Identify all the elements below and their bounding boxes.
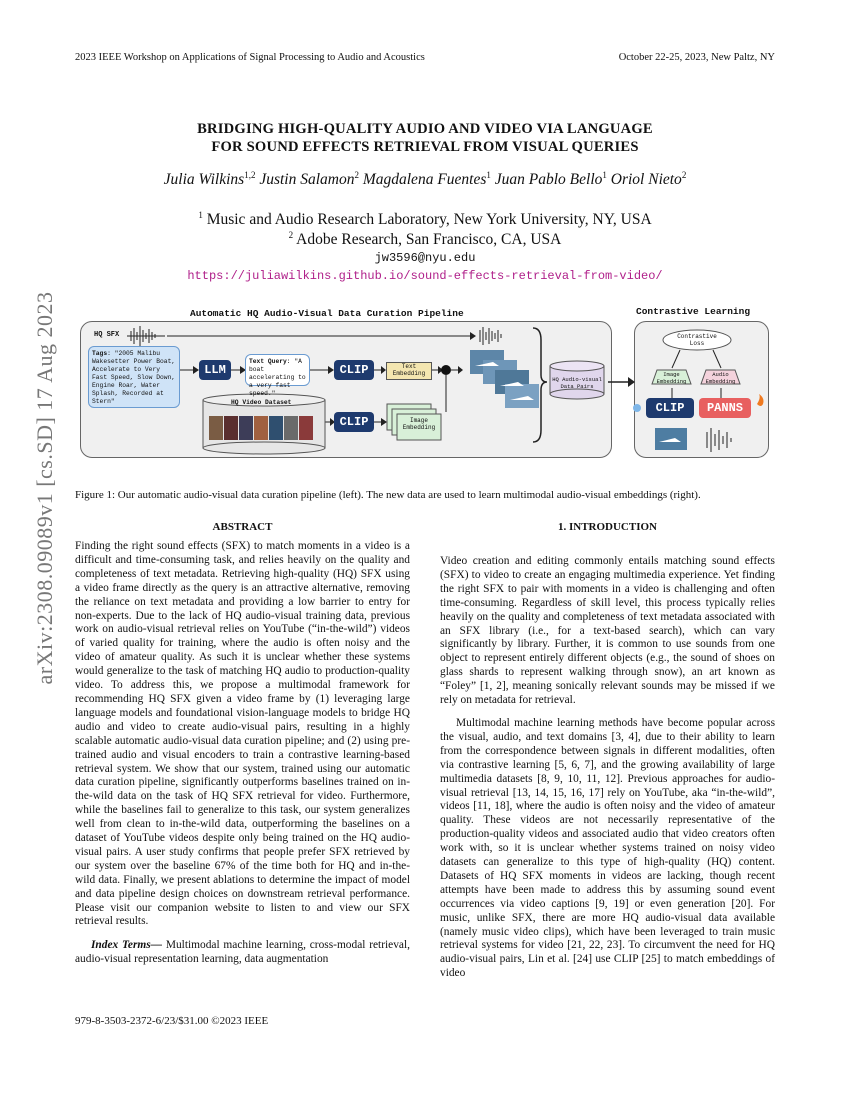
- running-header-date: October 22-25, 2023, New Paltz, NY: [618, 52, 775, 63]
- dot-product-node: [441, 365, 451, 375]
- project-url[interactable]: https://juliawilkins.github.io/sound-effects-retrieval-from-video/: [187, 269, 663, 283]
- pairs-label: HQ Audio-visual Data Pairs: [552, 376, 602, 390]
- tags-box: Tags: "2005 Malibu Wakesetter Power Boat, Accelerate to Very Fast Speed, Slow Down, Engine Roar, Water Splash, Recorded at Stern": [88, 346, 180, 408]
- snowflake-icon: [633, 404, 641, 412]
- title-line-2: FOR SOUND EFFECTS RETRIEVAL FROM VISUAL QUERIES: [211, 139, 639, 155]
- hq-sfx-label: HQ SFX: [94, 331, 120, 339]
- fire-icon: [757, 394, 764, 406]
- figure-graphics: [75, 300, 775, 480]
- author-list: [0, 170, 850, 189]
- intro-paragraph-2: Multimodal machine learning methods have become popular across the visual, audio, and text domains [3, 4], due to their ability to learn from the correspondence between signals in different modalities, often via contrastive learning [5, 6, 7], and the growing availability of large multimedia datasets [8, 9, 10, 11, 12]. Previous approaches for audio-visual retrieval [13, 14, 15, 16, 17] rely on YouTube, aka “in-the-wild”, videos [11, 18], where the audio is often noisy and the video of amateur quality. These videos are not necessarily representative of the production-quality videos and associated audio that video creators often work with, so it is unclear whether systems trained on noisy video datasets can generalize to this type of high-quality (HQ) content. Datasets of HQ SFX moments in videos are lacking, though recent attempts have been made to address this by assuming sound event occurrences via video captions [9, 19] or even generation [20]. For music, unlike SFX, there are more HQ audio-visual data available (namely music video clips), which have been leveraged to train music retrieval systems for video [21, 22, 23]. To circumvent the need for HQ audio-visual pairs, Lin et al. [24] use CLIP [25] to match embeddings of video: [440, 716, 775, 980]
- boat-image-stack: [470, 350, 539, 408]
- author: Magdalena Fuentes$^1$: [362, 170, 491, 189]
- copyright-footer: 979-8-3503-2372-6/23/$31.00 ©2023 IEEE: [75, 1015, 269, 1027]
- text-query-box: Text Query: "A boat accelerating to a very fast speed.": [245, 354, 310, 386]
- running-header-venue: 2023 IEEE Workshop on Applications of Signal Processing to Audio and Acoustics: [75, 52, 425, 63]
- arxiv-stamp: arXiv:2308.09089v1 [cs.SD] 17 Aug 2023: [32, 291, 57, 685]
- llm-block: LLM: [199, 360, 231, 380]
- introduction-heading: 1. INTRODUCTION: [557, 521, 657, 533]
- author: Juan Pablo Bello$^1$: [494, 170, 607, 189]
- abstract-column: [75, 540, 410, 967]
- index-terms: Index Terms— Multimodal machine learning, cross-modal retrieval, audio-visual representation learning, data augmentation: [75, 939, 410, 966]
- author: Julia Wilkins$^{1,2}$: [163, 170, 256, 189]
- text-embedding-box: Text Embedding: [386, 362, 432, 380]
- video-thumbnails: [209, 416, 313, 440]
- contrastive-title: Contrastive Learning: [636, 306, 751, 317]
- panns-block: PANNS: [699, 398, 751, 418]
- query-audio-waveform: [707, 428, 731, 452]
- image-embedding-label: Image Embedding: [402, 417, 436, 431]
- introduction-column: [440, 555, 775, 981]
- affiliation-1: $^1$ Music and Audio Research Laboratory, New York University, NY, USA: [198, 210, 652, 229]
- clip-block-contrastive: CLIP: [646, 398, 694, 418]
- title-line-1: BRIDGING HIGH-QUALITY AUDIO AND VIDEO VIA LANGUAGE: [197, 121, 653, 137]
- contrastive-loss-label: Contrastive Loss: [677, 333, 717, 347]
- abstract-heading: ABSTRACT: [212, 521, 273, 533]
- hq-sfx-waveform-output: [480, 327, 501, 345]
- abstract-body: Finding the right sound effects (SFX) to match moments in a video is a difficult and time-consuming task, and relies heavily on the quality and completeness of text metadata. Retrieving high-quality (HQ) SFX using a video frame directly as the query is an attractive alternative, removing the reliance on text metadata and providing a low barrier to entry for non-experts. Due to the lack of HQ audio-visual training data, previous work on audio-visual retrieval relies on YouTube (“in-the-wild”) videos of varied quality for training, where the audio is often noisy and the video of amateur quality. As such it is unclear whether these systems would generalize to the task of matching HQ audio to production-quality video. To address this, we propose a multimodal framework for recommending HQ SFX given a video frame by (1) leveraging large language models and foundational vision-language models to bridge HQ audio and video to create audio-visual pairs, resulting in a highly scalable automatic audio-visual data curation pipeline; and (2) using pre-trained audio and visual encoders to train a contrastive learning-based retrieval system. We show that our system, trained using our automatic data curation pipeline, significantly outperforms baselines trained on in-the-wild data on the task of HQ SFX retrieval for video. Furthermore, while the baselines fail to generalize to this task, our system generalizes well from clean to in-the-wild data, outperforming the baselines on a dataset of YouTube videos despite only being trained on the HQ audio-visual pairs. A user study confirms that people prefer SFX retrieved by our system over the baseline 67% of the time both for HQ and in-the-wild data. Finally, we present ablations to determine the impact of model and data pipeline design choices on downstream retrieval performance. Please visit our companion website to listen to and view our SFX retrieval results.: [75, 540, 410, 928]
- affiliation-2: $^2$ Adobe Research, San Francisco, CA, USA: [288, 230, 562, 249]
- clip-block-text: CLIP: [334, 360, 374, 380]
- clip-block-image: CLIP: [334, 412, 374, 432]
- audio-embedding-label: Audio Embedding: [705, 371, 736, 385]
- image-embedding-right-label: Image Embedding: [656, 371, 687, 385]
- pipeline-title: Automatic HQ Audio-Visual Data Curation Pipeline: [190, 308, 464, 319]
- author: Justin Salamon$^2$: [259, 170, 359, 189]
- figure-1: [75, 300, 775, 480]
- hq-sfx-waveform: [127, 326, 165, 346]
- paper-title: [0, 120, 850, 156]
- author: Oriol Nieto$^2$: [610, 170, 687, 189]
- author-email: jw3596@nyu.edu: [374, 251, 476, 265]
- figure-caption: Figure 1: Our automatic audio-visual data curation pipeline (left). The new data are used to learn multimodal audio-visual embeddings (right).: [75, 489, 701, 501]
- intro-paragraph-1: Video creation and editing commonly entails matching sound effects (SFX) to video to create an engaging multimedia experience. Yet finding the right SFX to pair with moments in a video is challenging and often time-consuming. Regardless of skill level, this process typically relies heavily on the quality and completeness of text metadata associated with an SFX library (i.e., for a text-based search), which can vary significantly by library. Further, it is common to use sounds from one object to represent entirely different objects (e.g., the sound of shoes on glass shards to represent walking through snow), an art known as “Foley” [1, 2], meaning sonically relevant sounds may be missed if we rely on metadata for retrieval.: [440, 555, 775, 707]
- hq-video-dataset-label: HQ Video Dataset: [231, 399, 292, 406]
